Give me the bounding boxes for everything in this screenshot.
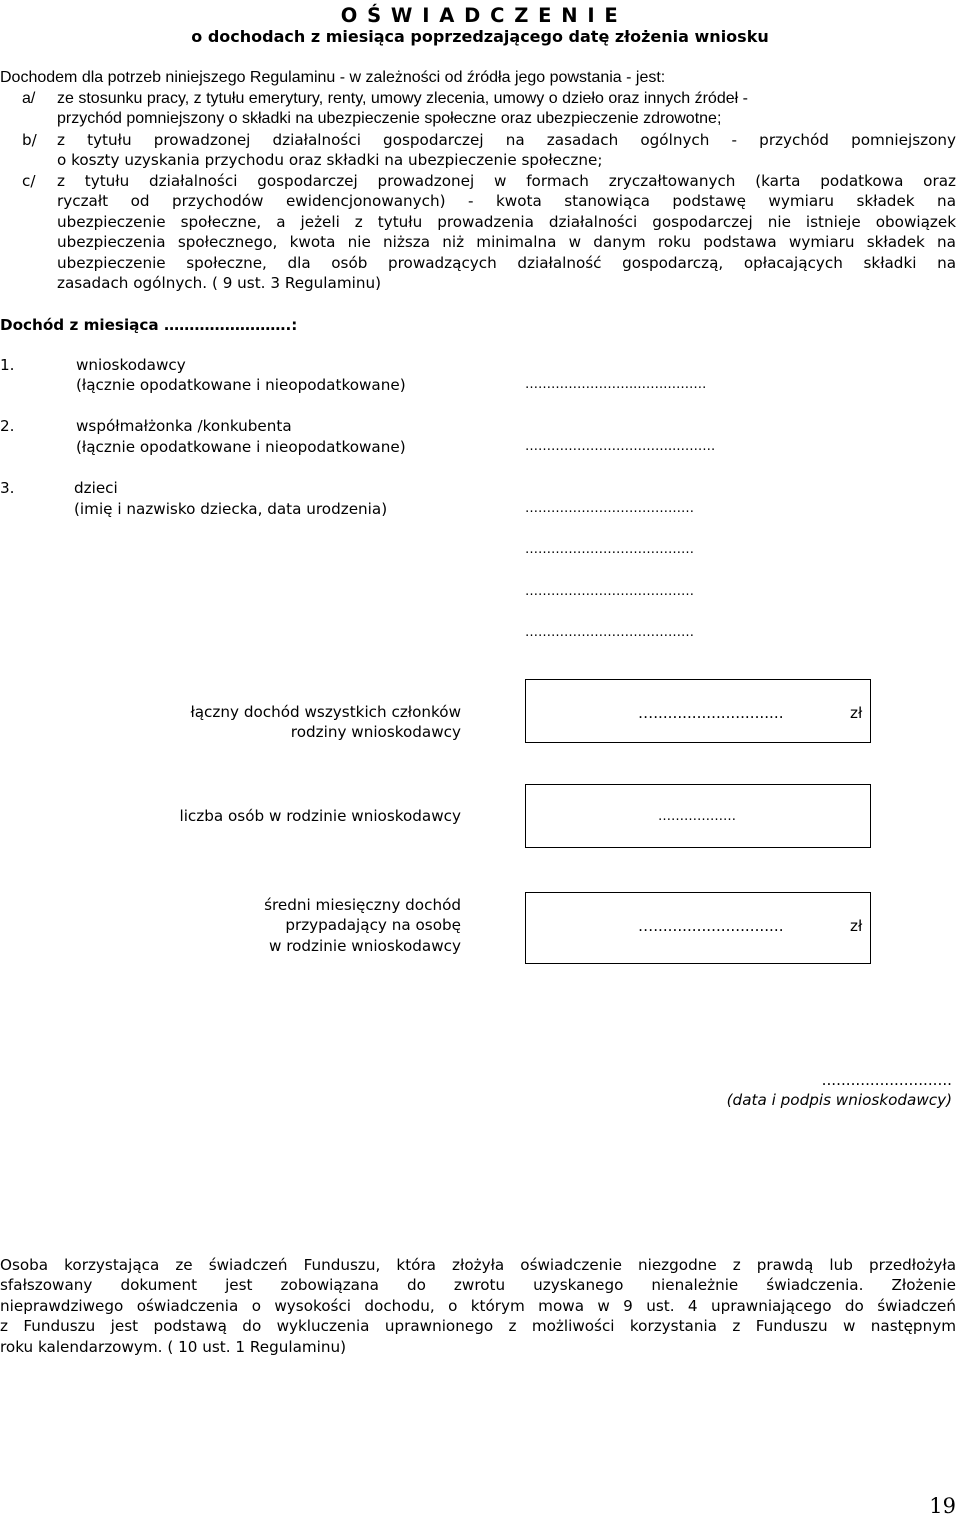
item-c-line-4: ubezpieczenia społecznego, kwota nie niższa niż minimalna w danym roku podstawa wymiaru składek na [57,233,956,251]
person-1-note: (łącznie opodatkowane i nieopodatkowane) [76,376,406,394]
intro-text: Dochodem dla potrzeb niniejszego Regulaminu - w zależności od źródła jego powstania - jest: [0,69,666,86]
footer-line-5: roku kalendarzowym. ( 10 ust. 1 Regulaminu) [0,1338,347,1356]
total-income-label-line-2: rodziny wnioskodawcy [290,723,461,741]
item-c-line-2: ryczałt od przychodów ewidencjonowanych) - kwota stanowiąca podstawę wymiaru składek na [57,192,956,210]
total-income-unit: zł [850,704,863,722]
child-income-field-3[interactable]: ………………………………… [525,584,694,599]
footer-line-4: z Funduszu jest podstawą do wykluczenia uprawnionego z możliwości korzystania z Funduszu w następnym [0,1317,956,1335]
item-a-line-2: przychód pomniejszony o składki na ubezpieczenie społeczne oraz ubezpieczenie zdrowotne; [57,110,722,127]
family-size-label: liczba osób w rodzinie wnioskodawcy [179,807,461,825]
child-income-field-4[interactable]: ………………………………… [525,625,694,640]
person-1-name: wnioskodawcy [76,356,186,374]
avg-income-label-line-2: przypadający na osobę [285,916,461,934]
total-income-value: …........................... [638,704,784,722]
item-a-line-1: ze stosunku pracy, z tytułu emerytury, renty, umowy zlecenia, umowy o dzieło oraz innych źródeł - [57,90,748,107]
avg-income-label-line-1: średni miesięczny dochód [264,896,461,914]
avg-income-label-line-3: w rodzinie wnioskodawcy [268,937,461,955]
footer-line-2: sfałszowany dokument jest zobowiązana do zwrotu uzyskanego nienależnie świadczenia. Złożenie [0,1276,956,1294]
family-size-box[interactable] [525,784,871,848]
page-number: 19 [929,1494,956,1518]
document-title: O Ś W I A D C Z E N I E [340,4,620,27]
footer-line-3: nieprawdziwego oświadczenia o wysokości dochodu, o którym mowa w 9 ust. 4 uprawniającego do świadczeń [0,1297,956,1315]
person-2-income-field[interactable]: ……………………………..……… [525,439,716,454]
person-2-name: współmałżonka /konkubenta [76,417,292,435]
person-1-income-field[interactable]: ……………………..…….……… [525,377,707,392]
person-3-note: (imię i nazwisko dziecka, data urodzenia) [74,500,388,518]
person-2-note: (łącznie opodatkowane i nieopodatkowane) [76,438,406,456]
avg-income-value: …........................... [638,917,784,935]
item-c-line-6: zasadach ogólnych. ( 9 ust. 3 Regulaminu) [57,274,382,292]
person-3-number: 3. [0,479,15,497]
item-c-line-3: ubezpieczenie społeczne, a jeżeli z tytułu prowadzenia działalności gospodarczej nie istnieje obowiązek [57,213,956,231]
document-subtitle: o dochodach z miesiąca poprzedzającego datę złożenia wniosku [191,27,769,46]
child-income-field-1[interactable]: ………………………………… [525,501,694,516]
person-3-name: dzieci [74,479,118,497]
item-b-label: b/ [22,131,37,149]
person-1-number: 1. [0,356,15,374]
signature-caption: (data i podpis wnioskodawcy) [726,1091,952,1109]
avg-income-unit: zł [850,917,863,935]
child-income-field-2[interactable]: ………………………………… [525,542,694,557]
item-a-label: a/ [22,90,36,107]
item-c-line-5: ubezpieczenie społeczne, dla osób prowadzących działalność gospodarczą, opłacających składki na [57,254,956,272]
item-b-line-2: o koszty uzyskania przychodu oraz składki na ubezpieczenie społeczne; [57,151,603,169]
avg-income-box[interactable] [525,892,871,964]
item-c-line-1: z tytułu działalności gospodarczej prowadzonej w formach zryczałtowanych (karta podatkowa oraz [57,172,956,190]
item-c-label: c/ [22,172,36,190]
family-size-value: ……………… [658,809,736,824]
total-income-label-line-1: łączny dochód wszystkich członków [190,703,461,721]
total-income-box[interactable] [525,679,871,743]
item-b-line-1: z tytułu prowadzonej działalności gospodarczej na zasadach ogólnych - przychód pomniejszony [57,131,956,149]
income-month-heading: Dochód z miesiąca …………………….: [0,316,298,334]
footer-line-1: Osoba korzystająca ze świadczeń Funduszu, która złożyła oświadczenie niezgodne z prawdą lub przedłożyła [0,1256,956,1274]
person-2-number: 2. [0,417,15,435]
signature-line[interactable]: ........................... [821,1071,952,1089]
